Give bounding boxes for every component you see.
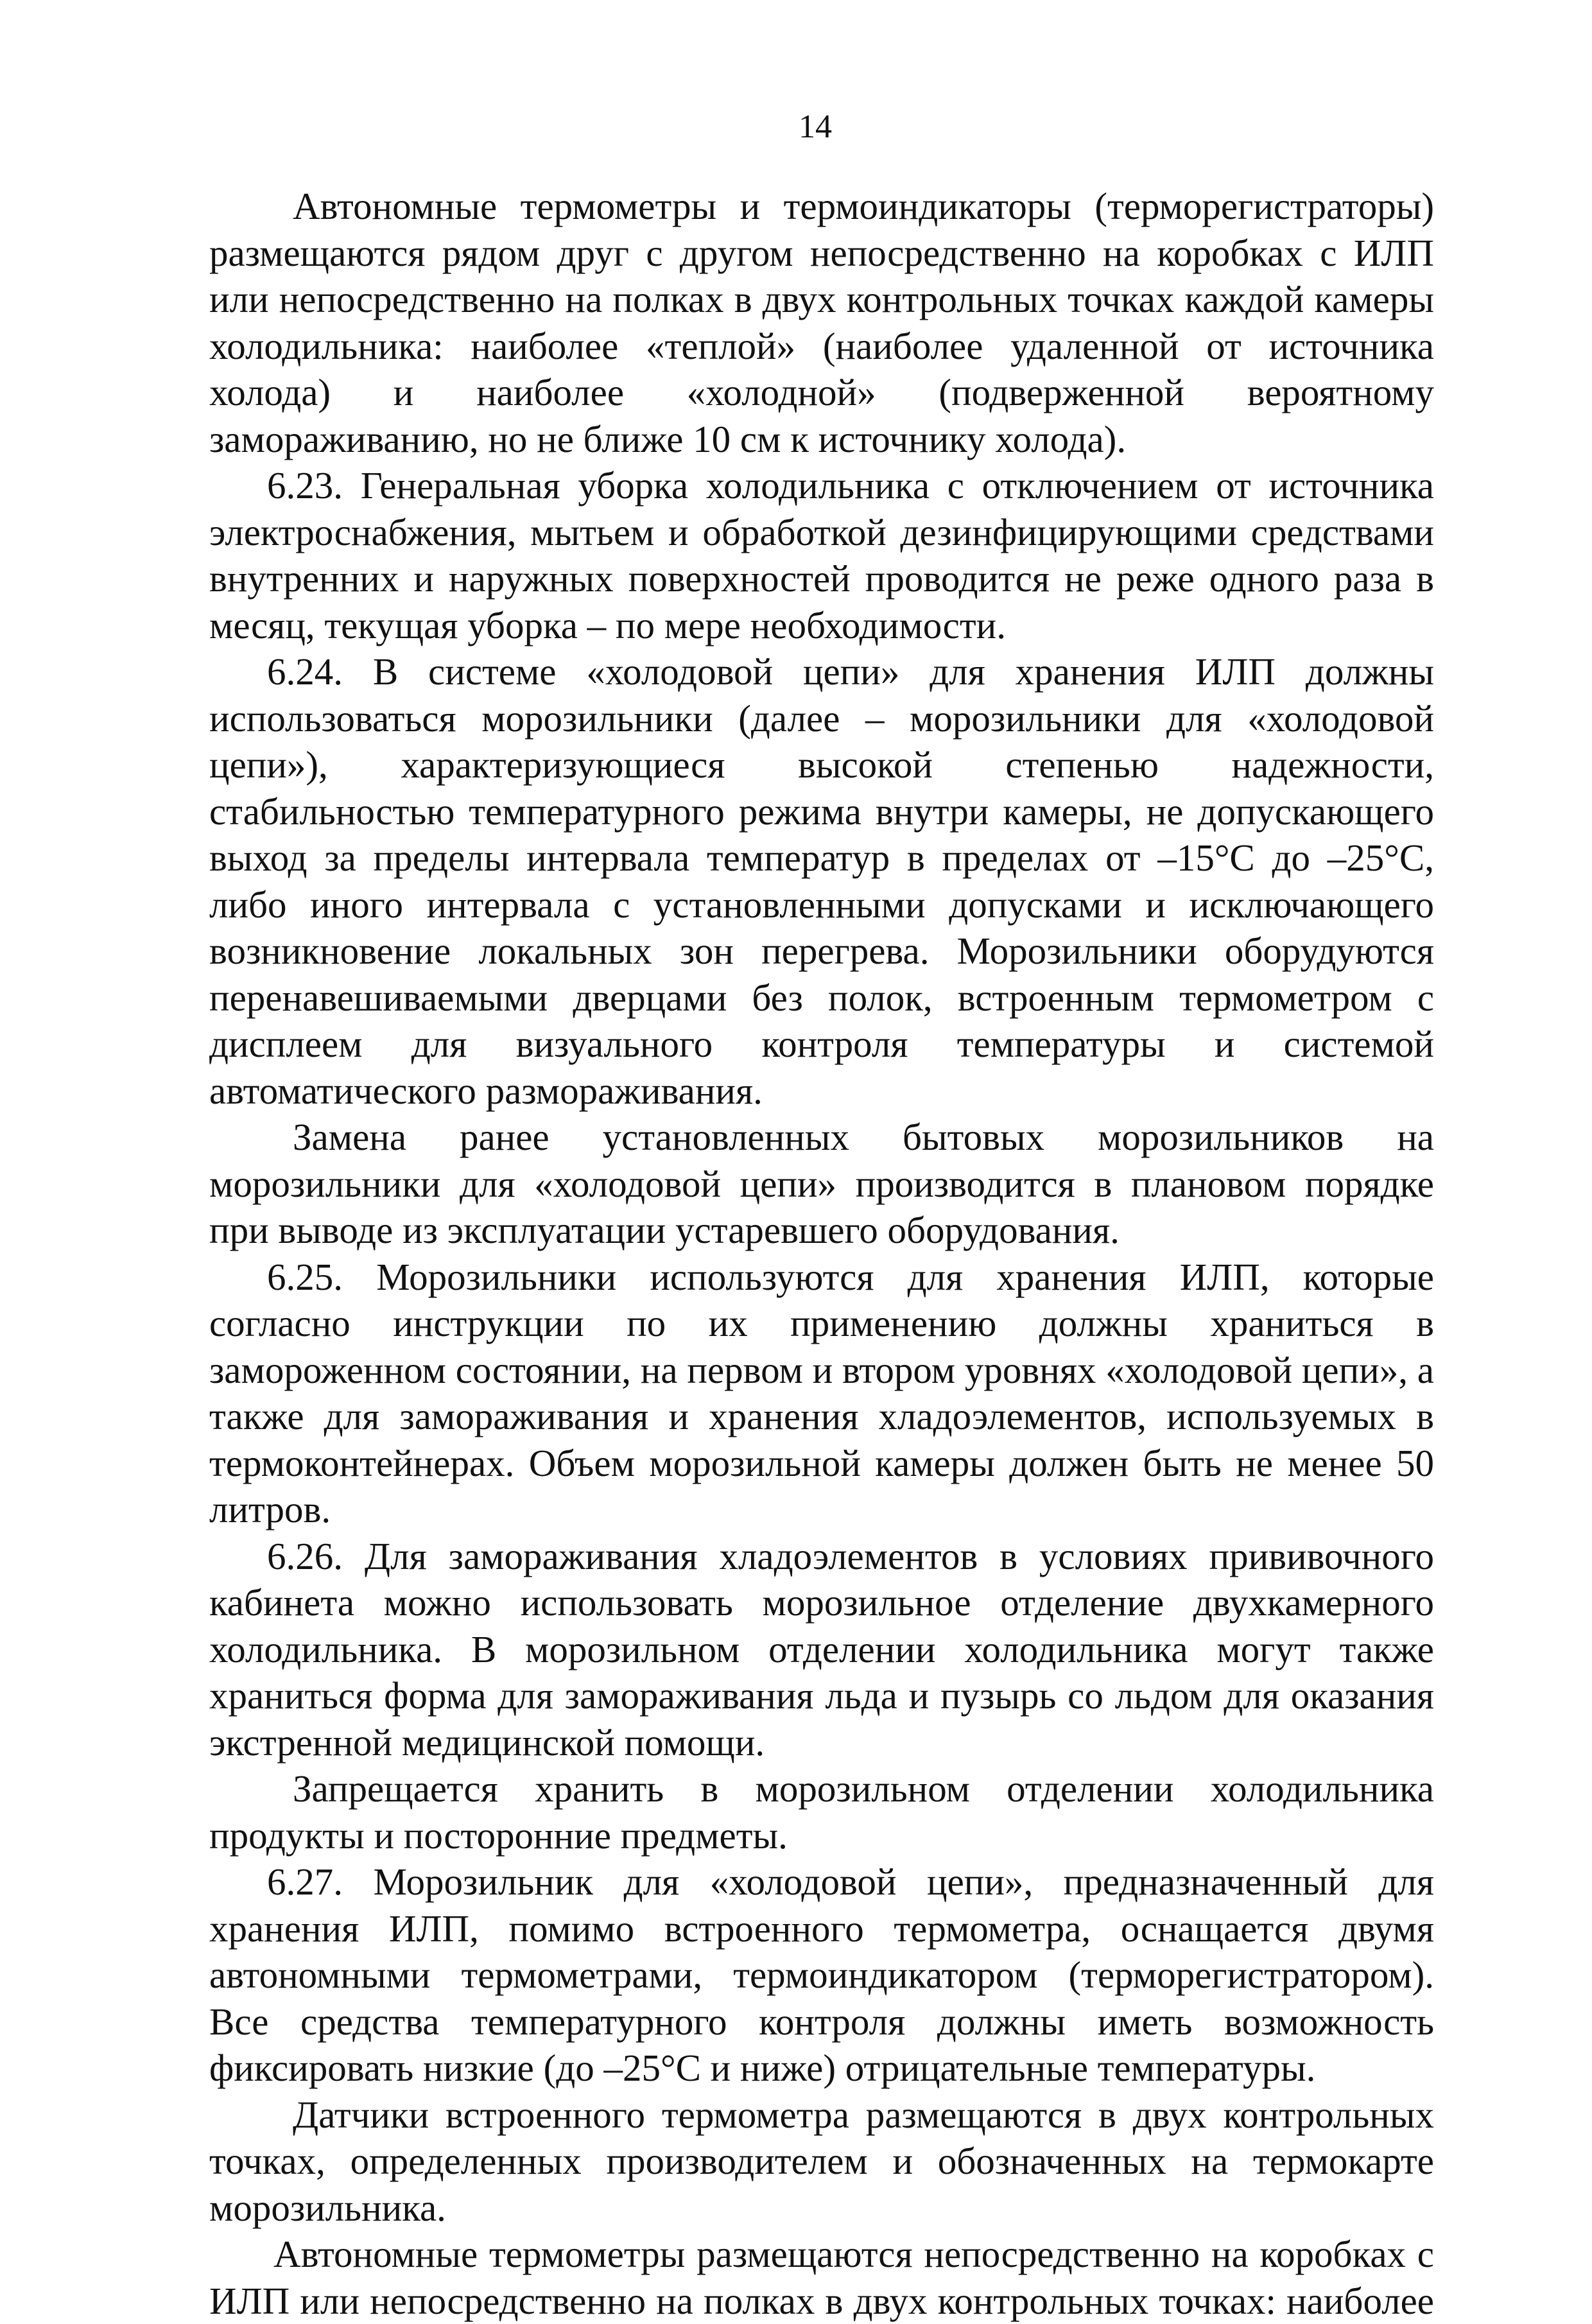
paragraph-6-26: 6.26. Для замораживания хладоэлементов в условиях прививочного кабинета можно использовать морозильное отделение двухкамерного холодильника. В морозильном отделении холодильника могут также храниться форма для замораживания льда и пузырь со льдом для оказания экстренной медицинской помощи.: [209, 1534, 1434, 1764]
document-body: [209, 183, 1434, 2324]
paragraph-builtin-sensors: Датчики встроенного термометра размещаются в двух контрольных точках, определенных производителем и обозначенных на термокарте морозильника.: [209, 2093, 1434, 2229]
paragraph-6-27: 6.27. Морозильник для «холодовой цепи», предназначенный для хранения ИЛП, помимо встроенного термометра, оснащается двумя автономными термометрами, термоиндикатором (терморегистратором). Все средства температурного контроля должны иметь возможность фиксировать низкие (до –25°С и ниже) отрицательные температуры.: [209, 1860, 1434, 2089]
paragraph-prohibition: Запрещается хранить в морозильном отделении холодильника продукты и посторонние предметы.: [209, 1767, 1434, 1857]
paragraph-6-23: 6.23. Генеральная уборка холодильника с отключением от источника электроснабжения, мытьем и обработкой дезинфицирующими средствами внутренних и наружных поверхностей проводится не реже одного раза в месяц, текущая уборка – по мере необходимости.: [209, 464, 1434, 646]
paragraph-freezer-replacement: Замена ранее установленных бытовых морозильников на морозильники для «холодовой цепи» производится в плановом порядке при выводе из эксплуатации устаревшего оборудования.: [209, 1116, 1434, 1251]
paragraph-autonomous-thermometers: Автономные термометры размещаются непосредственно на коробках с ИЛП или непосредственно на полках в двух контрольных точках: наиболее: [209, 2233, 1434, 2322]
paragraph-6-25: 6.25. Морозильники используются для хранения ИЛП, которые согласно инструкции по их применению должны храниться в замороженном состоянии, на первом и втором уровнях «холодовой цепи», а также для замораживания и хранения хладоэлементов, используемых в термоконтейнерах. Объем морозильной камеры должен быть не менее 50 литров.: [209, 1255, 1434, 1531]
paragraph-thermometers-placement: Автономные термометры и термоиндикаторы (терморегистраторы) размещаются рядом друг с другом непосредственно на коробках с ИЛП или непосредственно на полках в двух контрольных точках каждой камеры холодильника: наиболее «теплой» (наиболее удаленной от источника холода) и наиболее «холодной» (подверженной вероятному замораживанию, но не ближе 10 см к источнику холода).: [209, 185, 1434, 460]
page-number: 14: [799, 108, 832, 145]
paragraph-6-24: 6.24. В системе «холодовой цепи» для хранения ИЛП должны использоваться морозильники (далее – морозильники для «холодовой цепи»), характеризующиеся высокой степенью надежности, стабильностью температурного режима внутри камеры, не допускающего выход за пределы интервала температур в пределах от –15°С до –25°С, либо иного интервала с установленными допусками и исключающего возникновение локальных зон перегрева. Морозильники оборудуются перенавешиваемыми дверцами без полок, встроенным термометром с дисплеем для визуального контроля температуры и системой автоматического размораживания.: [209, 650, 1434, 1112]
